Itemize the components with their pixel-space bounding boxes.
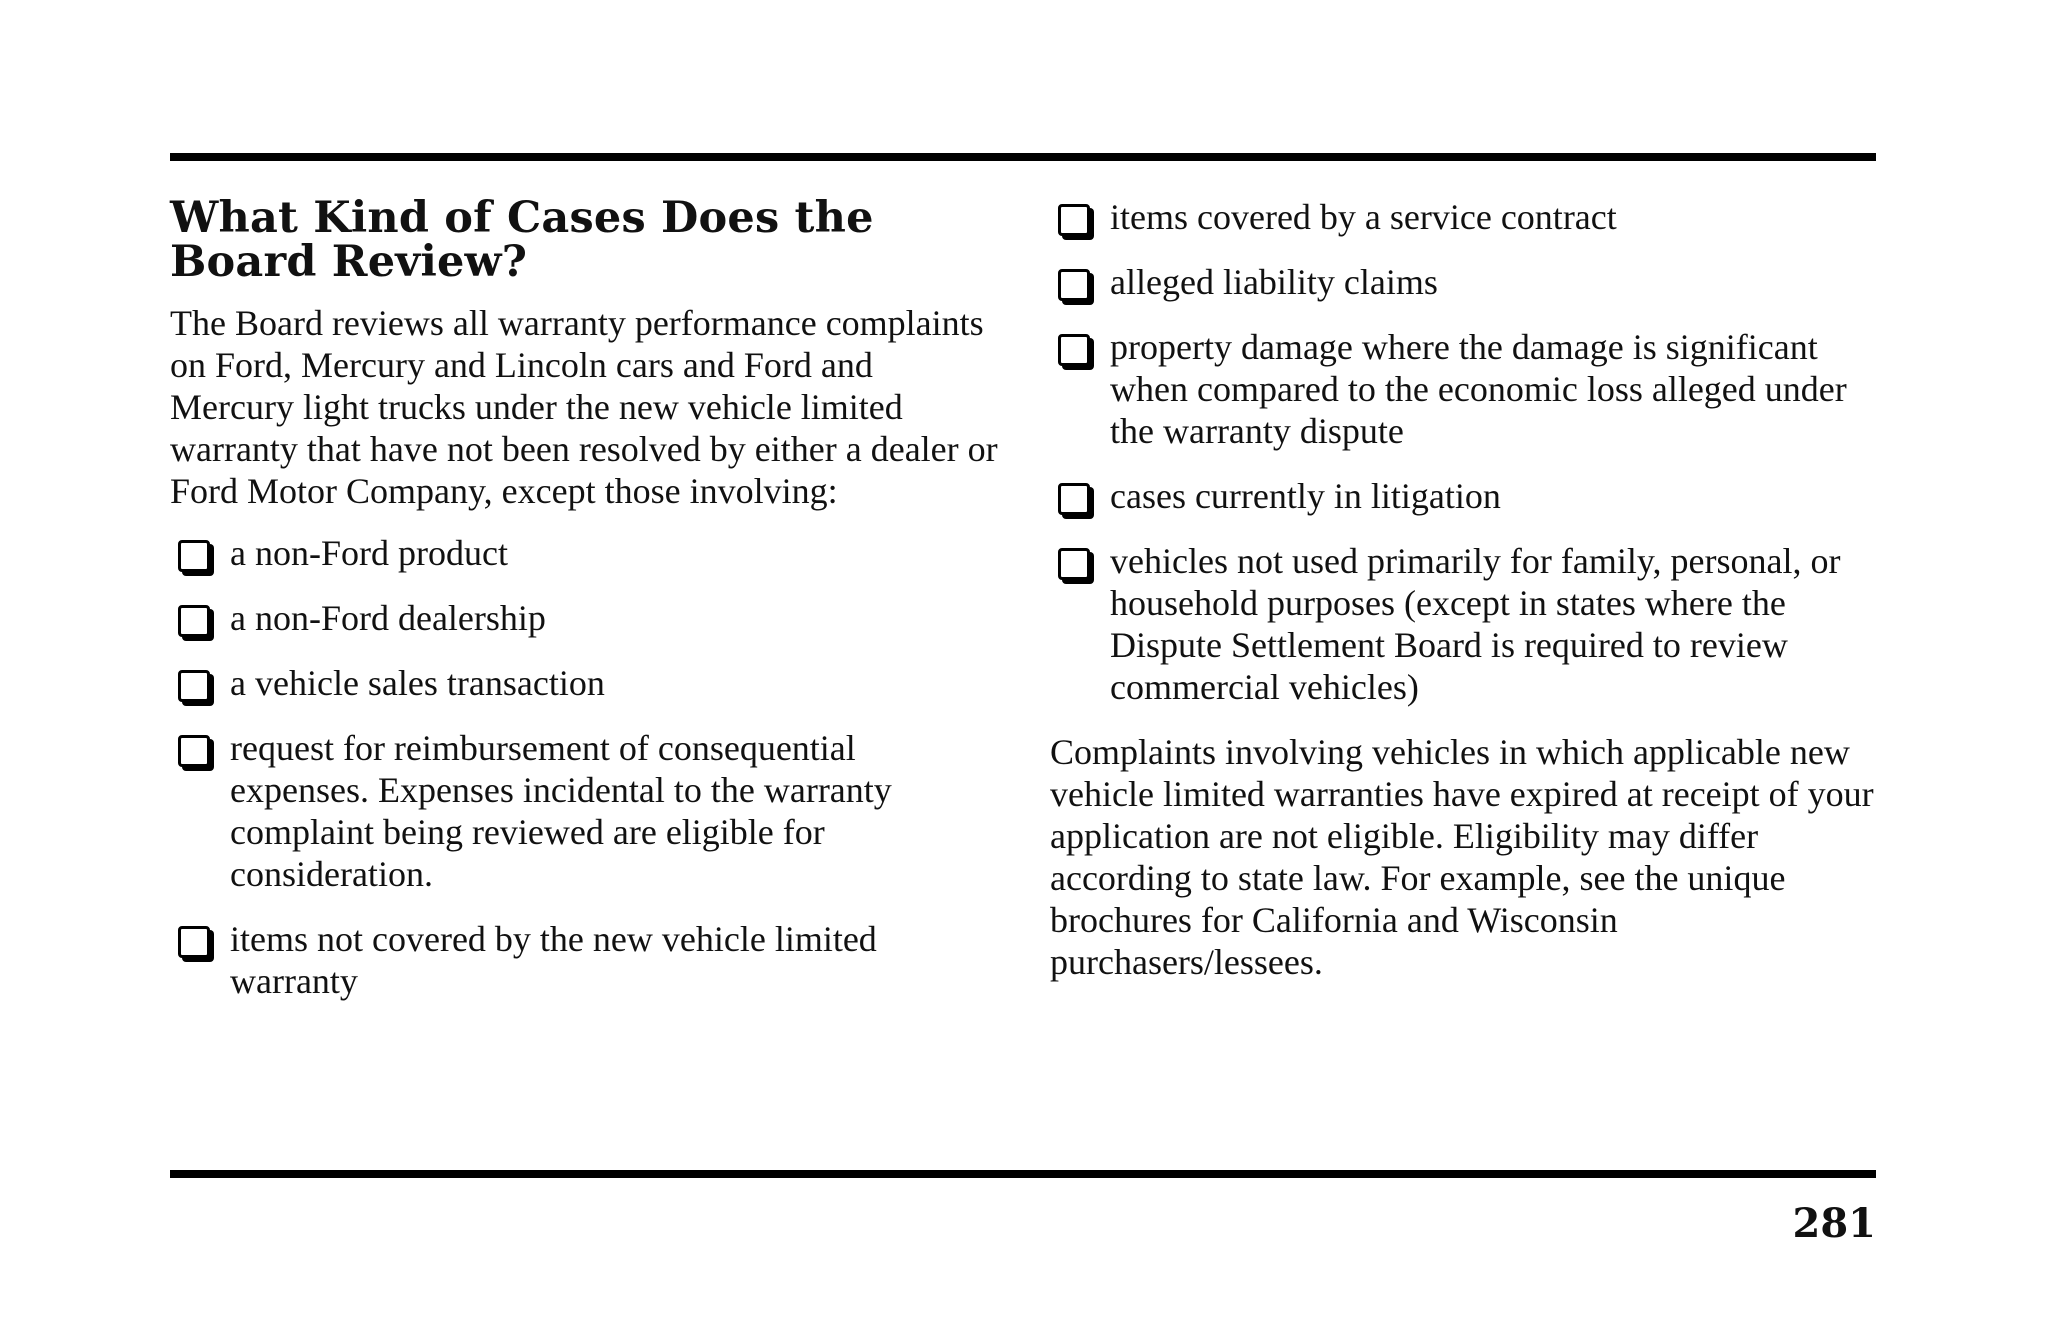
list-item — [1050, 326, 1880, 452]
list-item — [170, 918, 1000, 1002]
list-item-text: a non-Ford dealership — [230, 598, 546, 638]
list-item-text: items not covered by the new vehicle limited warranty — [230, 919, 877, 1001]
left-column — [170, 193, 1000, 1025]
list-item — [170, 597, 1000, 639]
checkbox-icon — [1058, 269, 1090, 301]
list-item — [1050, 196, 1880, 238]
list-item-text: items covered by a service contract — [1110, 197, 1617, 237]
list-item — [170, 727, 1000, 895]
checkbox-icon — [178, 926, 210, 958]
right-column — [1050, 196, 1880, 983]
list-item — [170, 662, 1000, 704]
bottom-rule — [170, 1170, 1876, 1178]
page-number: 281 — [1792, 1200, 1876, 1247]
list-item — [1050, 475, 1880, 517]
closing-paragraph: Complaints involving vehicles in which applicable new vehicle limited warranties have expired at receipt of your application are not eligible. Eligibility may differ according to state law. For example, see the unique brochures for California and Wisconsin purchasers/lessees. — [1050, 732, 1874, 982]
section-heading: What Kind of Cases Does the Board Review? — [170, 193, 874, 287]
list-item-text: alleged liability claims — [1110, 262, 1438, 302]
top-rule — [170, 153, 1876, 161]
checkbox-icon — [178, 540, 210, 572]
checkbox-icon — [178, 605, 210, 637]
checkbox-icon — [1058, 483, 1090, 515]
exclusion-list-left — [170, 532, 1000, 1002]
list-item — [1050, 261, 1880, 303]
list-item-text: request for reimbursement of consequential expenses. Expenses incidental to the warranty complaint being reviewed are eligible for consideration. — [230, 728, 892, 894]
exclusion-list-right — [1050, 196, 1880, 708]
checkbox-icon — [178, 735, 210, 767]
list-item — [1050, 540, 1880, 708]
list-item-text: a non-Ford product — [230, 533, 508, 573]
list-item-text: a vehicle sales transaction — [230, 663, 605, 703]
checkbox-icon — [178, 670, 210, 702]
intro-paragraph: The Board reviews all warranty performance complaints on Ford, Mercury and Lincoln cars and Ford and Mercury light trucks under the new vehicle limited warranty that have not been resolved by either a dealer or Ford Motor Company, except those involving: — [170, 303, 998, 511]
checkbox-icon — [1058, 334, 1090, 366]
checkbox-icon — [1058, 204, 1090, 236]
list-item — [170, 532, 1000, 574]
list-item-text: vehicles not used primarily for family, personal, or household purposes (except in states where the Dispute Settlement Board is required to review commercial vehicles) — [1110, 541, 1841, 707]
list-item-text: property damage where the damage is significant when compared to the economic loss alleged under the warranty dispute — [1110, 327, 1847, 451]
checkbox-icon — [1058, 548, 1090, 580]
list-item-text: cases currently in litigation — [1110, 476, 1501, 516]
